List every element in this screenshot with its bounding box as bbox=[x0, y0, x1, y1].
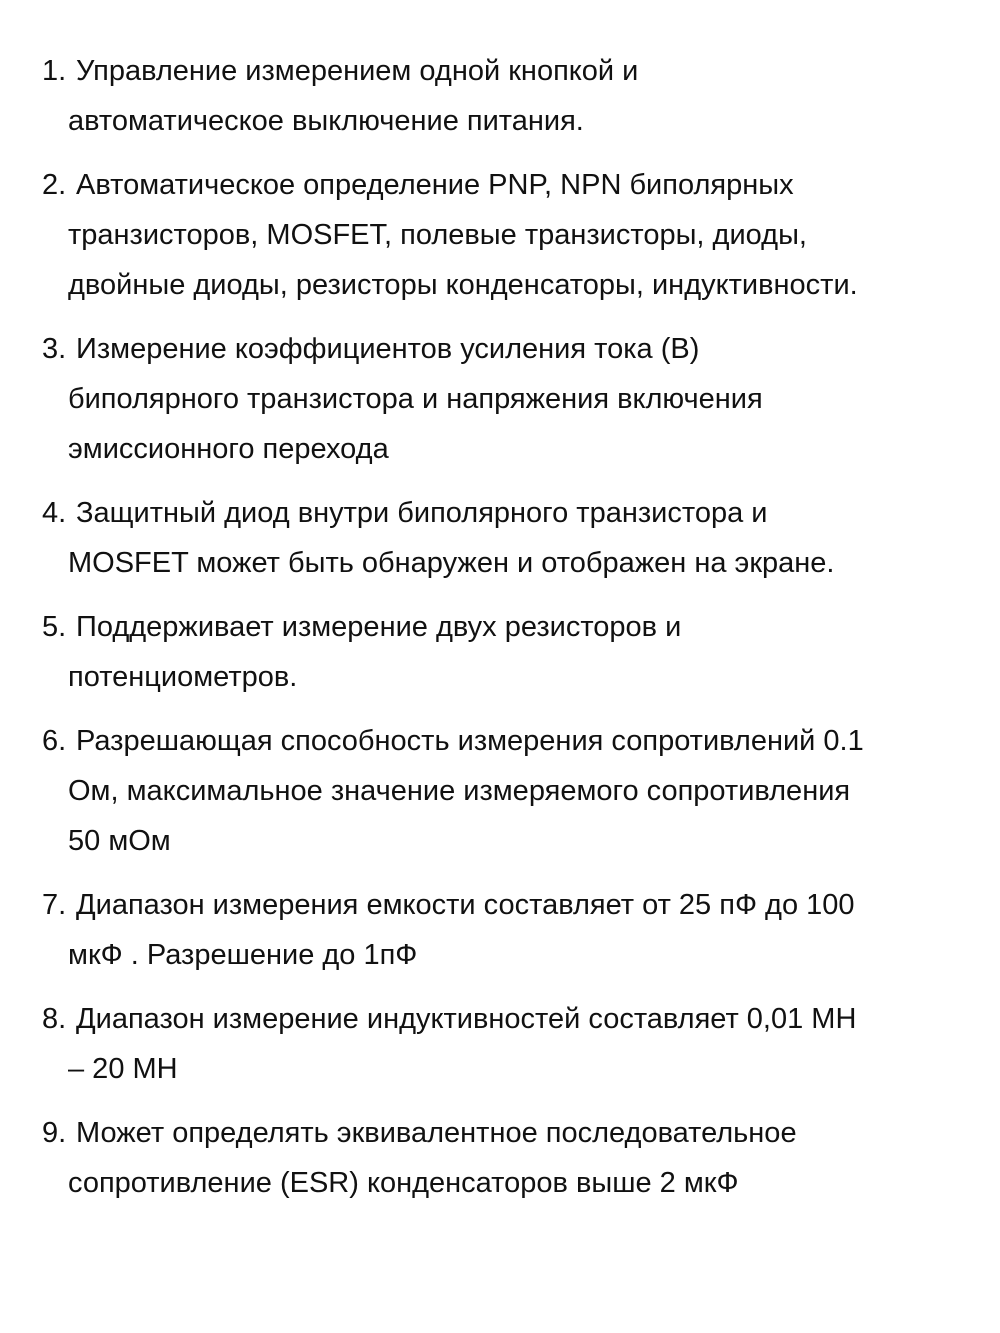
list-item-number: 5. bbox=[42, 611, 67, 643]
list-item-text-line: Измерение коэффициентов усиления тока (B) bbox=[76, 333, 700, 365]
list-item-text-line: Поддерживает измерение двух резисторов и bbox=[76, 611, 682, 643]
list-item bbox=[42, 46, 982, 146]
list-item bbox=[42, 488, 982, 588]
list-item-text-line: – 20 МН bbox=[68, 1053, 178, 1085]
list-item-text-line: Диапазон измерения емкости составляет от 25 пФ до 100 bbox=[76, 889, 855, 921]
list-item bbox=[42, 880, 982, 980]
list-item-text-line: Диапазон измерение индуктивностей составляет 0,01 МН bbox=[76, 1003, 857, 1035]
list-item bbox=[42, 602, 982, 702]
list-item-text-line: транзисторов, MOSFET, полевые транзисторы, диоды, bbox=[68, 219, 807, 251]
list-item-number: 7. bbox=[42, 889, 67, 921]
list-item-text-line: Автоматическое определение PNP, NPN биполярных bbox=[76, 169, 794, 201]
list-item bbox=[42, 1108, 982, 1208]
list-item-text-line: 50 мОм bbox=[68, 825, 171, 857]
list-item-text-line: сопротивление (ESR) конденсаторов выше 2 мкФ bbox=[68, 1167, 739, 1199]
list-item-text-line: Защитный диод внутри биполярного транзистора и bbox=[76, 497, 768, 529]
list-item-text-line: Может определять эквивалентное последовательное bbox=[76, 1117, 797, 1149]
list-item-text-line: эмиссионного перехода bbox=[68, 433, 389, 465]
list-item-number: 3. bbox=[42, 333, 67, 365]
list-item-text-line: автоматическое выключение питания. bbox=[68, 105, 584, 137]
list-item-text-line: Разрешающая способность измерения сопротивлений 0.1 bbox=[76, 725, 864, 757]
list-item-text-line: Управление измерением одной кнопкой и bbox=[76, 55, 639, 87]
list-item bbox=[42, 716, 982, 866]
feature-list bbox=[42, 46, 982, 1222]
list-item-number: 6. bbox=[42, 725, 67, 757]
list-item-text-line: биполярного транзистора и напряжения включения bbox=[68, 383, 763, 415]
list-item-text-line: потенциометров. bbox=[68, 661, 298, 693]
list-item-text-line: MOSFET может быть обнаружен и отображен на экране. bbox=[68, 547, 835, 579]
list-item-number: 8. bbox=[42, 1003, 67, 1035]
list-item-text-line: двойные диоды, резисторы конденсаторы, индуктивности. bbox=[68, 269, 858, 301]
list-item-number: 4. bbox=[42, 497, 67, 529]
list-item bbox=[42, 324, 982, 474]
list-item-number: 9. bbox=[42, 1117, 67, 1149]
list-item-number: 1. bbox=[42, 55, 67, 87]
list-item-number: 2. bbox=[42, 169, 67, 201]
list-item-text-line: мкФ . Разрешение до 1пФ bbox=[68, 939, 418, 971]
list-item-text-line: Ом, максимальное значение измеряемого сопротивления bbox=[68, 775, 851, 807]
list-item bbox=[42, 994, 982, 1094]
list-item bbox=[42, 160, 982, 310]
